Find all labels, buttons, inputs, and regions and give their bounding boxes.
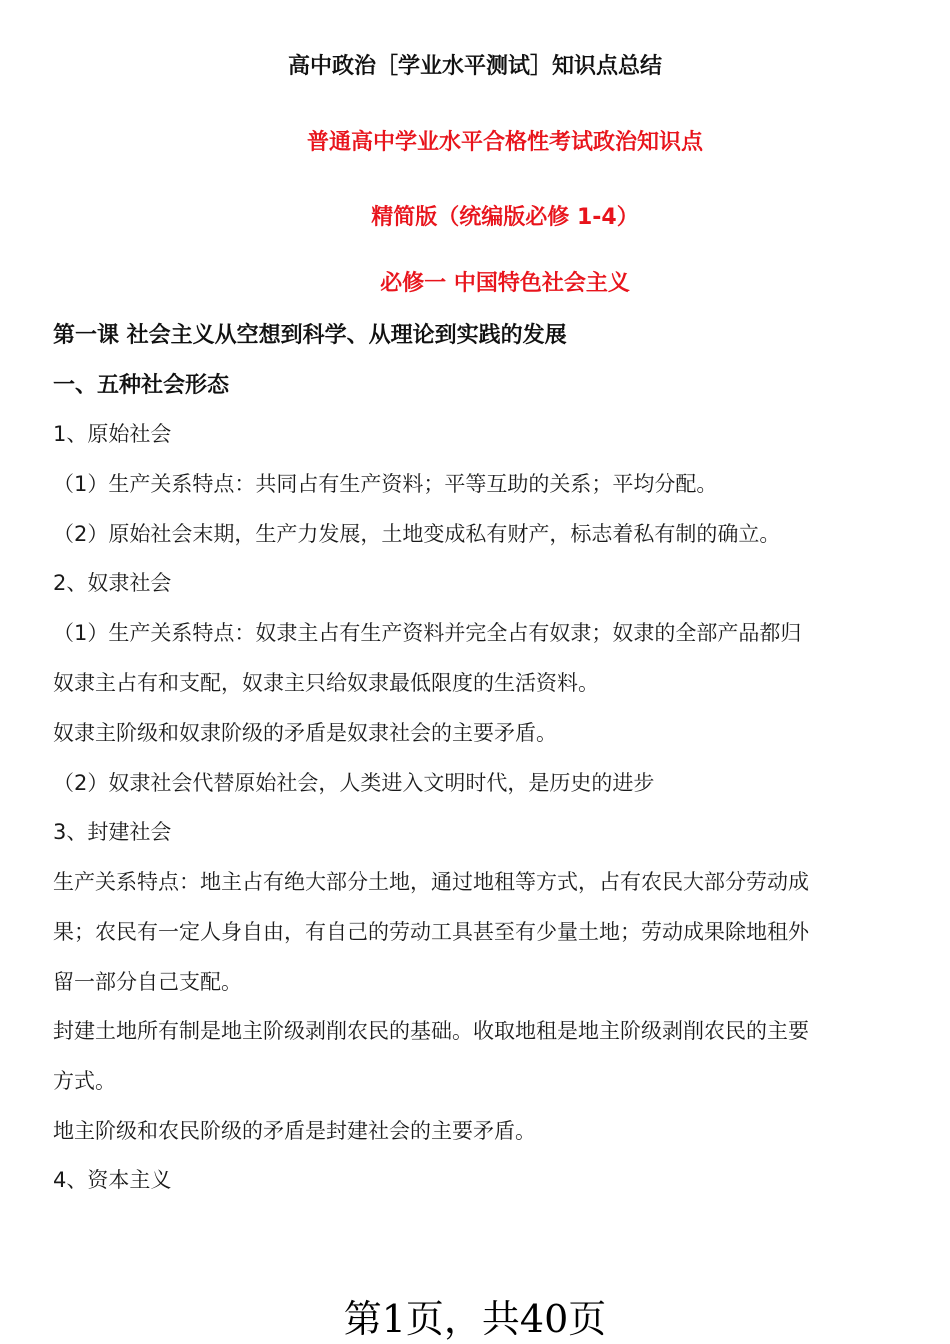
text-line: 1、原始社会	[53, 422, 172, 446]
text-line: 奴隶主阶级和奴隶阶级的矛盾是奴隶社会的主要矛盾。	[53, 721, 557, 745]
text-line: （1）生产关系特点：共同占有生产资料；平等互助的关系；平均分配。	[53, 472, 718, 496]
text-line: （2）奴隶社会代替原始社会，人类进入文明时代，是历史的进步	[53, 771, 655, 795]
text-line: （1）生产关系特点：奴隶主占有生产资料并完全占有奴隶；奴隶的全部产品都归	[53, 621, 802, 645]
text-line: 奴隶主占有和支配，奴隶主只给奴隶最低限度的生活资料。	[53, 671, 599, 695]
text-line: 3、封建社会	[53, 820, 172, 844]
text-line: 2、奴隶社会	[53, 571, 172, 595]
page-number: 第1页，共40页	[343, 1297, 607, 1341]
subtitle-exam: 普通高中学业水平合格性考试政治知识点	[306, 130, 703, 155]
text-line: 方式。	[53, 1069, 116, 1093]
section-heading: 一、五种社会形态	[53, 373, 230, 398]
text-line: 4、资本主义	[53, 1168, 172, 1192]
text-line: 地主阶级和农民阶级的矛盾是封建社会的主要矛盾。	[53, 1119, 536, 1143]
text-line: 留一部分自己支配。	[53, 970, 242, 994]
document-title: 高中政治［学业水平测试］知识点总结	[287, 54, 662, 79]
text-line: （2）原始社会末期，生产力发展，土地变成私有财产，标志着私有制的确立。	[53, 522, 781, 546]
subtitle-module: 必修一 中国特色社会主义	[380, 271, 630, 296]
text-line: 封建土地所有制是地主阶级剥削农民的基础。收取地租是地主阶级剥削农民的主要	[53, 1019, 809, 1043]
text-line: 生产关系特点：地主占有绝大部分土地，通过地租等方式，占有农民大部分劳动成	[53, 870, 809, 894]
text-line: 果；农民有一定人身自由，有自己的劳动工具甚至有少量土地；劳动成果除地租外	[53, 920, 809, 944]
subtitle-edition: 精简版（统编版必修 1-4）	[371, 205, 639, 230]
lesson-heading: 第一课 社会主义从空想到科学、从理论到实践的发展	[53, 323, 567, 348]
